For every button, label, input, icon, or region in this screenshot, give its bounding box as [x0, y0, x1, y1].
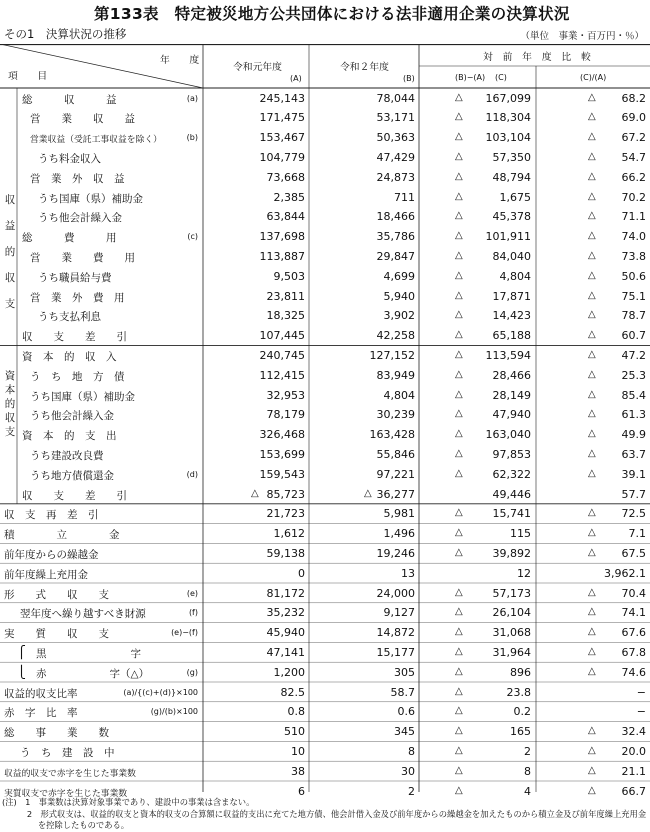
- cell-ratio: 3,962.1: [604, 566, 646, 580]
- row-label: うち料金収入: [38, 152, 101, 165]
- row-label: うち国庫（県）補助金: [38, 192, 143, 205]
- cell-r2: 35,786: [376, 230, 415, 244]
- group-label-revenue: 収 益 的 収 支: [4, 194, 16, 310]
- cell-ratio: 71.1: [621, 210, 646, 224]
- cell-r2: 29,847: [376, 249, 415, 263]
- cell-r1: 21,723: [266, 507, 305, 521]
- cell-r1: 510: [284, 725, 305, 739]
- cell-diff: 28,149: [492, 388, 531, 402]
- cell-diff: 103,104: [485, 131, 531, 145]
- cell-ratio: 73.8: [621, 249, 646, 263]
- diff-triangle: △: [455, 190, 463, 202]
- ratio-triangle: △: [588, 309, 596, 321]
- cell-r1: 171,475: [259, 111, 305, 125]
- cell-r2: 50,363: [376, 131, 415, 145]
- row-label: 営 業 収 益: [30, 113, 135, 126]
- diff-triangle: △: [455, 249, 463, 261]
- row-tag: (b): [186, 133, 198, 143]
- cell-ratio: 68.2: [621, 91, 646, 105]
- cell-r1: 240,745: [259, 348, 305, 362]
- cell-diff: 12: [517, 566, 531, 580]
- cell-ratio: 70.2: [621, 190, 646, 204]
- row-label: 収 支 再 差 引: [4, 509, 99, 522]
- cell-diff: 1,675: [499, 190, 531, 204]
- cell-r1: 73,668: [266, 170, 305, 184]
- diff-triangle: △: [455, 744, 463, 756]
- diff-triangle: △: [455, 626, 463, 638]
- cell-ratio: 69.0: [621, 111, 646, 125]
- cell-r2: 305: [394, 665, 415, 679]
- cell-ratio: 61.3: [621, 408, 646, 422]
- cell-diff: 26,104: [492, 606, 531, 620]
- diff-triangle: △: [455, 131, 463, 143]
- row-label: 積 立 金: [4, 529, 120, 542]
- cell-diff: 65,188: [492, 329, 531, 343]
- row-label: 収益的収支比率: [4, 687, 78, 700]
- group-label-capital: 資 本 的 収 支: [4, 370, 16, 439]
- ratio-triangle: △: [588, 348, 596, 360]
- cell-ratio: 66.7: [621, 784, 646, 798]
- ratio-triangle: △: [588, 645, 596, 657]
- r2-triangle: △: [364, 487, 372, 499]
- cell-r1: 10: [291, 744, 305, 758]
- diff-triangle: △: [455, 467, 463, 479]
- cell-diff: 15,741: [492, 507, 531, 521]
- diff-triangle: △: [455, 368, 463, 380]
- cell-ratio: 47.2: [621, 348, 646, 362]
- cell-r2: 36,277: [376, 487, 415, 501]
- diff-triangle: △: [455, 150, 463, 162]
- header-year-label: 年 度: [160, 55, 200, 66]
- diff-triangle: △: [455, 289, 463, 301]
- cell-r1: 1,612: [273, 527, 305, 541]
- ratio-triangle: △: [588, 428, 596, 440]
- row-label: 総 収 益: [22, 93, 117, 106]
- cell-r1: 47,141: [266, 645, 305, 659]
- cell-diff: 167,099: [485, 91, 531, 105]
- cell-r2: 9,127: [383, 606, 415, 620]
- row-label: 黒 字: [36, 647, 141, 660]
- diff-triangle: △: [455, 764, 463, 776]
- ratio-triangle: △: [588, 329, 596, 341]
- row-label: うち地方債償還金: [30, 469, 114, 482]
- cell-r2: 127,152: [369, 348, 415, 362]
- cell-r1: 0: [298, 566, 305, 580]
- header-diff-label: (B)−(A): [455, 73, 486, 82]
- cell-diff: 28,466: [492, 368, 531, 382]
- cell-r1: 59,138: [266, 546, 305, 560]
- footnote-2: 2 形式収支は、収益的収支と資本的収支の合算額に収益的支出に充てた地方債、他会計借入金及び前年度からの繰越金を加えたものから積立金及び前年度繰上充用金: [2, 808, 647, 819]
- cell-ratio: 67.8: [621, 645, 646, 659]
- diff-triangle: △: [455, 586, 463, 598]
- cell-diff: 4,804: [499, 269, 531, 283]
- cell-r2: 18,466: [376, 210, 415, 224]
- cell-r2: 1,496: [383, 527, 415, 541]
- cell-diff: 113,594: [485, 348, 531, 362]
- cell-ratio: 32.4: [621, 725, 646, 739]
- cell-ratio: 85.4: [621, 388, 646, 402]
- ratio-triangle: △: [588, 764, 596, 776]
- cell-diff: 31,964: [492, 645, 531, 659]
- ratio-triangle: △: [588, 527, 596, 539]
- cell-r2: 55,846: [376, 447, 415, 461]
- cell-diff: 31,068: [492, 626, 531, 640]
- cell-r1: 63,844: [266, 210, 305, 224]
- diff-triangle: △: [455, 309, 463, 321]
- cell-r2: 53,171: [376, 111, 415, 125]
- cell-diff: 4: [524, 784, 531, 798]
- cell-diff: 62,322: [492, 467, 531, 481]
- unit-note: （単位 事業・百万円・％）: [520, 31, 644, 42]
- row-label: 形 式 収 支: [4, 588, 109, 601]
- ratio-triangle: △: [588, 626, 596, 638]
- cell-r1: 35,232: [266, 606, 305, 620]
- row-label: 赤 字 比 率: [4, 707, 78, 720]
- ratio-triangle: △: [588, 170, 596, 182]
- ratio-triangle: △: [588, 546, 596, 558]
- cell-r1: 245,143: [259, 91, 305, 105]
- row-label: 資 本 的 収 入: [22, 350, 117, 363]
- cell-diff: 101,911: [485, 230, 531, 244]
- cell-r1: 82.5: [280, 685, 305, 699]
- cell-r2: 8: [408, 744, 415, 758]
- cell-diff: 97,853: [492, 447, 531, 461]
- cell-r1: 6: [298, 784, 305, 798]
- ratio-triangle: △: [588, 725, 596, 737]
- row-tag: (c): [187, 232, 198, 242]
- ratio-triangle: △: [588, 91, 596, 103]
- cell-r1: 0.8: [287, 705, 305, 719]
- row-label: うち他会計繰入金: [38, 212, 122, 225]
- cell-r1: 153,699: [259, 447, 305, 461]
- cell-diff: 118,304: [485, 111, 531, 125]
- cell-diff: 57,350: [492, 150, 531, 164]
- header-col-r1: 令和元年度: [233, 62, 282, 73]
- ratio-triangle: △: [588, 467, 596, 479]
- diff-triangle: △: [455, 230, 463, 242]
- cell-r1: 85,723: [266, 487, 305, 501]
- ratio-triangle: △: [588, 230, 596, 242]
- row-tag: (e)−(f): [171, 628, 198, 638]
- settlement-table: [0, 44, 650, 799]
- row-tag: (g)/(b)×100: [150, 707, 198, 717]
- cell-ratio: 63.7: [621, 447, 646, 461]
- row-label: 営 業 外 収 益: [30, 172, 125, 185]
- cell-r2: 47,429: [376, 150, 415, 164]
- diff-triangle: △: [455, 685, 463, 697]
- cell-r1: 107,445: [259, 329, 305, 343]
- row-tag: (d): [186, 469, 198, 479]
- header-item-label: 項 目: [8, 71, 48, 82]
- ratio-triangle: △: [588, 150, 596, 162]
- row-label: う ち 建 設 中: [20, 746, 115, 759]
- diff-triangle: △: [455, 348, 463, 360]
- ratio-triangle: △: [588, 388, 596, 400]
- cell-r2: 2: [408, 784, 415, 798]
- cell-r2: 30: [401, 764, 415, 778]
- row-label: 収 支 差 引: [22, 489, 127, 502]
- cell-diff: 2: [524, 744, 531, 758]
- cell-r1: 32,953: [266, 388, 305, 402]
- diff-triangle: △: [455, 507, 463, 519]
- row-label: 収 支 差 引: [22, 331, 127, 344]
- row-label: 赤 字（△）: [36, 667, 150, 680]
- cell-r2: 711: [394, 190, 415, 204]
- cell-ratio: 39.1: [621, 467, 646, 481]
- table-subtitle: その1 決算状況の推移: [4, 27, 127, 41]
- cell-ratio: 7.1: [628, 527, 646, 541]
- cell-r1: 112,415: [259, 368, 305, 382]
- row-label: 営 業 費 用: [30, 251, 135, 264]
- header-diff-tag: (C): [495, 73, 507, 82]
- cell-r1: 45,940: [266, 626, 305, 640]
- cell-diff: 48,794: [492, 170, 531, 184]
- ratio-triangle: △: [588, 665, 596, 677]
- cell-r2: 4,804: [383, 388, 415, 402]
- diff-triangle: △: [455, 784, 463, 796]
- cell-ratio: 72.5: [621, 507, 646, 521]
- row-label: うち職員給与費: [38, 271, 112, 284]
- row-tag: (f): [188, 608, 198, 618]
- row-label: 営業収益（受託工事収益を除く）: [30, 135, 162, 146]
- row-label: 総 事 業 数: [4, 727, 109, 740]
- brace-mark: ⎩: [17, 664, 26, 679]
- row-label: 前年度からの繰越金: [4, 548, 99, 561]
- ratio-triangle: △: [588, 408, 596, 420]
- ratio-triangle: △: [588, 249, 596, 261]
- ratio-triangle: △: [588, 210, 596, 222]
- diff-triangle: △: [455, 447, 463, 459]
- cell-ratio: 67.6: [621, 626, 646, 640]
- cell-ratio: 74.1: [621, 606, 646, 620]
- cell-ratio: 20.0: [621, 744, 646, 758]
- footnote-3: を控除したものである。: [2, 820, 130, 830]
- diff-triangle: △: [455, 269, 463, 281]
- ratio-triangle: △: [588, 289, 596, 301]
- cell-ratio: 54.7: [621, 150, 646, 164]
- cell-ratio: 50.6: [621, 269, 646, 283]
- ratio-triangle: △: [588, 368, 596, 380]
- cell-diff: 45,378: [492, 210, 531, 224]
- cell-r1: 78,179: [266, 408, 305, 422]
- cell-diff: 0.2: [513, 705, 531, 719]
- row-label: 総 費 用: [22, 232, 117, 245]
- ratio-triangle: △: [588, 606, 596, 618]
- cell-r2: 14,872: [376, 626, 415, 640]
- cell-diff: 896: [510, 665, 531, 679]
- cell-ratio: 70.4: [621, 586, 646, 600]
- ratio-triangle: △: [588, 131, 596, 143]
- cell-r2: 58.7: [390, 685, 415, 699]
- cell-r2: 345: [394, 725, 415, 739]
- cell-ratio: 67.5: [621, 546, 646, 560]
- cell-r2: 4,699: [383, 269, 415, 283]
- cell-ratio: 25.3: [621, 368, 646, 382]
- cell-ratio: 57.7: [621, 487, 646, 501]
- page-title: 第133表 特定被災地方公共団体における法非適用企業の決算状況: [94, 5, 570, 23]
- cell-r1: 137,698: [259, 230, 305, 244]
- ratio-triangle: △: [588, 744, 596, 756]
- cell-r1: 1,200: [273, 665, 305, 679]
- cell-ratio: 67.2: [621, 131, 646, 145]
- diff-triangle: △: [455, 388, 463, 400]
- cell-diff: 23.8: [506, 685, 531, 699]
- cell-diff: 57,173: [492, 586, 531, 600]
- header-col-r1-tag: (A): [290, 74, 302, 83]
- cell-r2: 163,428: [369, 428, 415, 442]
- footnotes: [2, 797, 646, 832]
- header-compare-label: 対 前 年 度 比 較: [483, 52, 591, 63]
- cell-r1: 153,467: [259, 131, 305, 145]
- row-label: うち支払利息: [38, 311, 101, 324]
- ratio-triangle: △: [588, 269, 596, 281]
- diff-triangle: △: [455, 170, 463, 182]
- diff-triangle: △: [455, 705, 463, 717]
- cell-r1: 326,468: [259, 428, 305, 442]
- cell-r2: 15,177: [376, 645, 415, 659]
- cell-ratio: 60.7: [621, 329, 646, 343]
- cell-r2: 13: [401, 566, 415, 580]
- diff-triangle: △: [455, 665, 463, 677]
- cell-diff: 39,892: [492, 546, 531, 560]
- cell-r1: 23,811: [266, 289, 305, 303]
- ratio-triangle: △: [588, 190, 596, 202]
- header-col-r2: 令和２年度: [340, 62, 389, 73]
- cell-r2: 5,940: [383, 289, 415, 303]
- cell-r2: 78,044: [376, 91, 415, 105]
- cell-r2: 42,258: [376, 329, 415, 343]
- row-label: 実質収支で赤字を生じた事業数: [4, 788, 128, 799]
- ratio-triangle: △: [588, 586, 596, 598]
- row-label: 営 業 外 費 用: [30, 291, 125, 304]
- cell-r1: 81,172: [266, 586, 305, 600]
- cell-diff: 165: [510, 725, 531, 739]
- cell-r2: 97,221: [376, 467, 415, 481]
- row-tag: (g): [186, 667, 198, 677]
- cell-diff: 14,423: [492, 309, 531, 323]
- row-label: う ち 地 方 債: [30, 370, 125, 383]
- cell-diff: 84,040: [492, 249, 531, 263]
- diff-triangle: △: [455, 546, 463, 558]
- row-label: 収益的収支で赤字を生じた事業数: [4, 768, 136, 779]
- row-tag: (a)/{(c)+(d)}×100: [123, 687, 198, 697]
- cell-ratio: 66.2: [621, 170, 646, 184]
- row-label: 実 質 収 支: [4, 628, 109, 641]
- cell-ratio: 78.7: [621, 309, 646, 323]
- row-label: 資 本 的 支 出: [22, 430, 117, 443]
- row-tag: (a): [186, 93, 198, 103]
- cell-diff: 115: [510, 527, 531, 541]
- cell-r2: 5,981: [383, 507, 415, 521]
- cell-ratio: 74.0: [621, 230, 646, 244]
- row-tag: (e): [186, 588, 198, 598]
- cell-r2: 24,873: [376, 170, 415, 184]
- cell-r2: 83,949: [376, 368, 415, 382]
- ratio-triangle: △: [588, 507, 596, 519]
- diff-triangle: △: [455, 606, 463, 618]
- cell-diff: 163,040: [485, 428, 531, 442]
- cell-r2: 19,246: [376, 546, 415, 560]
- cell-ratio: 49.9: [621, 428, 646, 442]
- row-label: うち他会計繰入金: [30, 410, 114, 423]
- row-label: うち建設改良費: [30, 449, 104, 462]
- diff-triangle: △: [455, 725, 463, 737]
- cell-diff: 47,940: [492, 408, 531, 422]
- cell-r1: 2,385: [273, 190, 305, 204]
- row-label: 前年度繰上充用金: [4, 568, 88, 581]
- cell-r1: 104,779: [259, 150, 305, 164]
- cell-r2: 3,902: [383, 309, 415, 323]
- ratio-triangle: △: [588, 111, 596, 123]
- cell-r2: 30,239: [376, 408, 415, 422]
- diff-triangle: △: [455, 428, 463, 440]
- cell-ratio: 74.6: [621, 665, 646, 679]
- footnote-1: (注) 1 事業数は決算対象事業であり、建設中の事業は含まない。: [2, 797, 255, 807]
- diff-triangle: △: [455, 91, 463, 103]
- header-ratio-label: (C)/(A): [580, 73, 607, 82]
- diff-triangle: △: [455, 329, 463, 341]
- cell-r1: 113,887: [259, 249, 305, 263]
- brace-mark: ⎧: [17, 644, 26, 659]
- cell-ratio: 21.1: [621, 764, 646, 778]
- cell-r1: 18,325: [266, 309, 305, 323]
- diff-triangle: △: [455, 527, 463, 539]
- diff-triangle: △: [455, 408, 463, 420]
- ratio-triangle: △: [588, 447, 596, 459]
- cell-ratio: −: [636, 705, 646, 719]
- cell-r2: 0.6: [397, 705, 415, 719]
- cell-diff: 49,446: [492, 487, 531, 501]
- cell-diff: 8: [524, 764, 531, 778]
- row-label: うち国庫（県）補助金: [30, 390, 135, 403]
- cell-r2: 24,000: [376, 586, 415, 600]
- cell-diff: 17,871: [492, 289, 531, 303]
- header-col-r2-tag: (B): [403, 74, 415, 83]
- diff-triangle: △: [455, 210, 463, 222]
- cell-r1: 38: [291, 764, 305, 778]
- cell-ratio: 75.1: [621, 289, 646, 303]
- r1-triangle: △: [251, 487, 259, 499]
- row-label: 翌年度へ繰り越すべき財源: [20, 608, 146, 621]
- ratio-triangle: △: [588, 784, 596, 796]
- cell-r1: 159,543: [259, 467, 305, 481]
- diff-triangle: △: [455, 111, 463, 123]
- cell-r1: 9,503: [273, 269, 305, 283]
- cell-ratio: −: [636, 685, 646, 699]
- diff-triangle: △: [455, 645, 463, 657]
